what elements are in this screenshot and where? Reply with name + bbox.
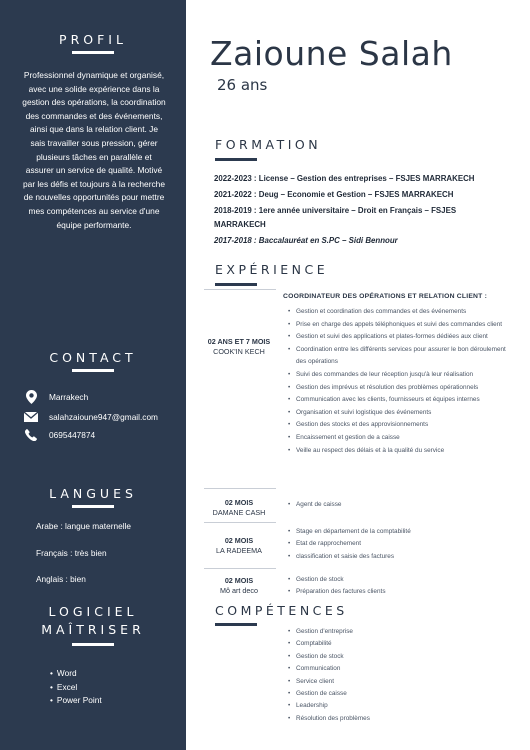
experience-divider: [204, 289, 276, 290]
email-text[interactable]: salahzaioune947@gmail.com: [49, 412, 158, 422]
language-item: Français : très bien: [36, 548, 107, 558]
job-task: • Gestion et suivi des applications et plates-formes dédiées aux client: [288, 331, 510, 344]
job-heading: COORDINATEUR DES OPÉRATIONS ET RELATION CLIENT :: [283, 293, 488, 300]
job-task: • Gestion des stocks et des approvisionnements: [288, 419, 510, 432]
job-task: • Coordination entre les différents services pour assurer le bon déroulement des opérations: [288, 344, 510, 369]
job-task: • classification et saisie des factures: [288, 551, 510, 563]
job-task: • Gestion de stock: [288, 574, 510, 586]
language-item: Arabe : langue maternelle: [36, 521, 132, 531]
job-company: LA RADEEMA: [216, 546, 262, 555]
language-item: Anglais : bien: [36, 574, 86, 584]
skill-item: • Communication: [288, 663, 510, 675]
job-label: [194, 536, 284, 556]
contact-location: [24, 390, 88, 404]
job-duration: 02 MOIS: [224, 498, 254, 507]
skill-item: • Service client: [288, 676, 510, 688]
experience-title-underline: [215, 283, 257, 286]
job-task: • Communication avec les clients, fournisseurs et équipes internes: [288, 394, 510, 407]
job-task-list: [288, 526, 510, 563]
formation-item: 2018-2019 : 1ere année universitaire – Droit en Français – FSJES MARRAKECH: [214, 206, 457, 229]
envelope-icon: [24, 410, 38, 424]
software-item: • Excel: [50, 681, 102, 695]
skill-item: • Gestion de caisse: [288, 688, 510, 700]
contact-phone[interactable]: [24, 428, 95, 442]
location-text: Marrakech: [49, 392, 89, 402]
job-task: • Veille au respect des délais et à la qualité du service: [288, 445, 510, 458]
job-task-list: [288, 574, 510, 599]
job-company: DAMANE CASH: [212, 508, 266, 517]
job-task: • Gestion des imprévus et résolution des problèmes opérationnels: [288, 382, 510, 395]
contact-email[interactable]: [24, 410, 158, 424]
contact-title-underline: [72, 369, 114, 372]
sidebar: [0, 0, 186, 750]
job-label: [194, 337, 284, 357]
job-company: Mô art deco: [220, 586, 258, 595]
software-title-line1: LOGICIEL: [48, 604, 138, 619]
languages-title: LANGUES: [49, 486, 137, 501]
job-task: • Suivi des commandes de leur réception jusqu'à leur réalisation: [288, 369, 510, 382]
phone-text[interactable]: 0695447874: [49, 430, 96, 440]
job-task: • Prise en charge des appels téléphoniques et suivi des commandes client: [288, 319, 510, 332]
job-task-list: [288, 499, 510, 511]
formation-title-underline: [215, 158, 257, 161]
job-label: [194, 498, 284, 518]
job-duration: 02 MOIS: [224, 576, 254, 585]
job-task: • Organisation et suivi logistique des événements: [288, 407, 510, 420]
contact-title: CONTACT: [49, 350, 137, 365]
profile-text: Professionnel dynamique et organisé, avec une solide expérience dans la gestion des opérations, la coordination des commandes et des événements, ainsi que dans la relation client. Je sais travailler sous pression, gérer plusieurs tâches en parallèle et assurer un service de qualité. Motivé par les défis et toujours à la recherche de nouvelles opportunités pour mettre mes compétences au service d'une équipe performante.: [22, 70, 166, 230]
software-list: [50, 667, 102, 708]
experience-divider: [204, 568, 276, 569]
phone-icon: [24, 428, 38, 442]
profile-title: PROFIL: [59, 32, 127, 47]
experience-title: EXPÉRIENCE: [215, 262, 329, 277]
formation-item: 2021-2022 : Deug – Economie et Gestion – FSJES MARRAKECH: [214, 190, 454, 199]
job-task: • Agent de caisse: [288, 499, 510, 511]
map-pin-icon: [24, 390, 38, 404]
job-task: • Etat de rapprochement: [288, 538, 510, 550]
software-item: • Word: [50, 667, 102, 681]
skills-title-underline: [215, 623, 257, 626]
formation-item: 2017-2018 : Baccalauréat en S.PC – Sidi Bennour: [214, 236, 398, 245]
experience-divider: [204, 488, 276, 489]
job-task: • Encaissement et gestion de a caisse: [288, 432, 510, 445]
formation-item: 2022-2023 : License – Gestion des entreprises – FSJES MARRAKECH: [214, 174, 475, 183]
software-title-line2: MAÎTRISER: [41, 622, 145, 637]
profile-title-underline: [72, 51, 114, 54]
software-item: • Power Point: [50, 694, 102, 708]
job-company: COOK'IN KECH: [213, 347, 265, 356]
skills-list: [288, 626, 510, 725]
formation-title: FORMATION: [215, 137, 322, 152]
languages-title-underline: [72, 505, 114, 508]
job-task-list: [288, 306, 510, 457]
skills-title: COMPÉTENCES: [215, 603, 348, 618]
job-label: [194, 576, 284, 596]
job-task: • Préparation des factures clients: [288, 586, 510, 598]
software-title-underline: [72, 643, 114, 646]
job-duration: 02 MOIS: [224, 536, 254, 545]
skill-item: • Résolution des problèmes: [288, 713, 510, 725]
skill-item: • Comptabilité: [288, 638, 510, 650]
job-duration: 02 ANS ET 7 MOIS: [207, 337, 271, 346]
candidate-age: 26 ans: [217, 76, 268, 94]
job-task: • Gestion et coordination des commandes et des événements: [288, 306, 510, 319]
experience-divider: [204, 522, 276, 523]
job-task: • Stage en département de la comptabilité: [288, 526, 510, 538]
skill-item: • Leadership: [288, 700, 510, 712]
candidate-name: Zaioune Salah: [210, 34, 453, 73]
skill-item: • Gestion d'entreprise: [288, 626, 510, 638]
skill-item: • Gestion de stock: [288, 651, 510, 663]
